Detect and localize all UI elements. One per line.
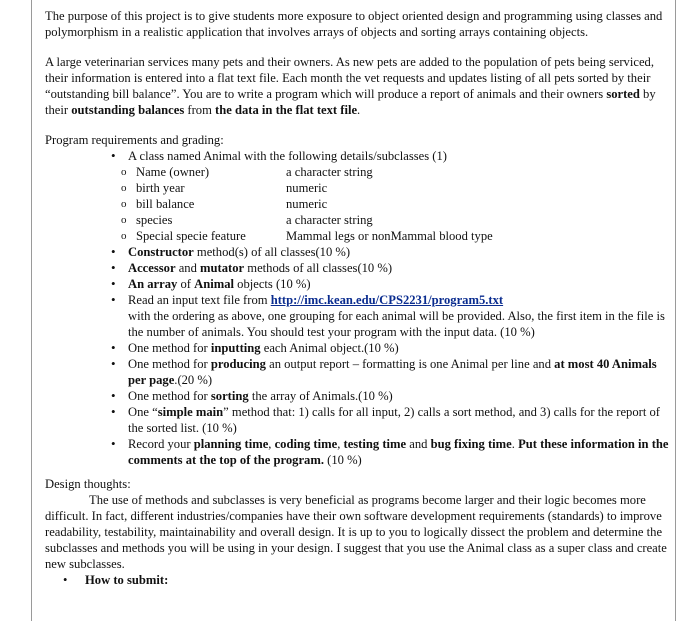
text: A large veterinarian services many pets and their owners. As new pets are added to the population of pets being serviced, their information is entered into a flat text file. Each month the vet requests and updates listing of all pets sorted by their “outstanding bill balance”. You are to write a program which will produce a report of animals and their owners: [45, 55, 654, 101]
bold-text: Accessor: [128, 261, 176, 275]
how-to-submit: [45, 572, 671, 588]
field-type: Mammal legs or nonMammal blood type: [286, 229, 493, 243]
bold-text: planning time: [193, 437, 269, 451]
text: One method for: [128, 357, 211, 371]
bold-text: sorting: [210, 389, 249, 403]
bold-text: testing time: [343, 437, 407, 451]
text: method(s) of all classes(10 %): [193, 245, 351, 259]
bold-text: simple main: [157, 405, 224, 419]
field-name: species: [136, 213, 173, 227]
intro-paragraph: The purpose of this project is to give students more exposure to object oriented design and programming using classes and polymorphism in a realistic application that involves arrays of objects and sorting arrays containing objects.: [45, 9, 663, 39]
field-type: numeric: [286, 181, 328, 195]
bold-text: inputting: [210, 341, 261, 355]
text: (10 %): [323, 453, 362, 467]
bold-text: bug fixing time: [430, 437, 512, 451]
program5-link[interactable]: http://imc.kean.edu/CPS2231/program5.txt: [270, 293, 504, 307]
scenario-paragraph: [45, 54, 671, 118]
text: ” method that: 1) calls for all input, 2) calls a sort method, and 3) calls for the report of the sorted list. (10 %): [128, 405, 660, 435]
field-name: Special specie feature: [136, 229, 246, 243]
text: .: [357, 103, 361, 117]
bold-text: Constructor: [128, 245, 194, 259]
bold-text: the data in the flat text file: [215, 103, 358, 117]
bold-text: An array: [128, 277, 178, 291]
requirements-heading: Program requirements and grading:: [45, 133, 224, 147]
text: ,: [268, 437, 275, 451]
list-item: [45, 436, 671, 468]
list-item: [45, 404, 671, 436]
text: .(20 %): [174, 373, 213, 387]
list-item: [45, 260, 671, 276]
field-name: bill balance: [136, 197, 195, 211]
text: Read an input text file from: [128, 293, 271, 307]
list-item: [45, 292, 671, 340]
text: the array of Animals.(10 %): [248, 389, 393, 403]
design-paragraph: The use of methods and subclasses is very beneficial as programs become larger and their logic becomes more difficult. In fact, different industries/companies have their own software development requirements (standards) to improve readability, testability, maintainability and overall design. It is up to you to logically dissect the problem and determine the subclasses and methods you will be using in your design. I suggest that you use the Animal class as a super class and create new subclasses.: [45, 493, 667, 571]
bold-text: outstanding balances: [71, 103, 185, 117]
field-name: Name (owner): [136, 165, 210, 179]
field-item: [121, 180, 671, 196]
bold-text: Animal: [194, 277, 235, 291]
class-item-text: A class named Animal with the following details/subclasses (1): [128, 149, 447, 163]
text: and: [175, 261, 201, 275]
list-item: [45, 148, 671, 244]
requirements-list: [45, 148, 671, 468]
list-item: [45, 244, 671, 260]
design-heading: Design thoughts:: [45, 477, 131, 491]
text: from: [184, 103, 216, 117]
field-type: a character string: [286, 213, 373, 227]
bold-text: Put these information in the comments at the top of the program.: [128, 437, 669, 467]
text: One “: [128, 405, 158, 419]
text: each Animal object.(10 %): [260, 341, 399, 355]
bold-text: sorted: [606, 87, 640, 101]
field-item: [121, 196, 671, 212]
field-name: birth year: [136, 181, 185, 195]
text: of: [177, 277, 195, 291]
field-item: [121, 212, 671, 228]
field-type: a character string: [286, 165, 373, 179]
text: by their: [45, 87, 656, 117]
text: ,: [337, 437, 344, 451]
bold-text: mutator: [200, 261, 245, 275]
text: an output report – formatting is one Animal per line and: [265, 357, 555, 371]
text: One method for: [128, 341, 211, 355]
text: .: [511, 437, 519, 451]
bold-text: How to submit:: [85, 573, 169, 587]
bold-text: producing: [210, 357, 266, 371]
list-item: [45, 356, 671, 388]
field-list: [128, 164, 671, 244]
text: methods of all classes(10 %): [244, 261, 393, 275]
document-body: [45, 8, 671, 588]
text: Record your: [128, 437, 194, 451]
list-item: [45, 276, 671, 292]
text: with the ordering as above, one grouping for each animal will be provided. Also, the first item in the file is the number of animals. You should test your program with the input data. (10 %): [128, 309, 665, 339]
text: One method for: [128, 389, 211, 403]
field-item: [121, 164, 671, 180]
list-item: [45, 388, 671, 404]
text: objects (10 %): [234, 277, 311, 291]
field-type: numeric: [286, 197, 328, 211]
bold-text: coding time: [274, 437, 338, 451]
field-item: [121, 228, 671, 244]
bold-text: at most 40 Animals per page: [128, 357, 657, 387]
list-item: [45, 340, 671, 356]
text: and: [406, 437, 431, 451]
